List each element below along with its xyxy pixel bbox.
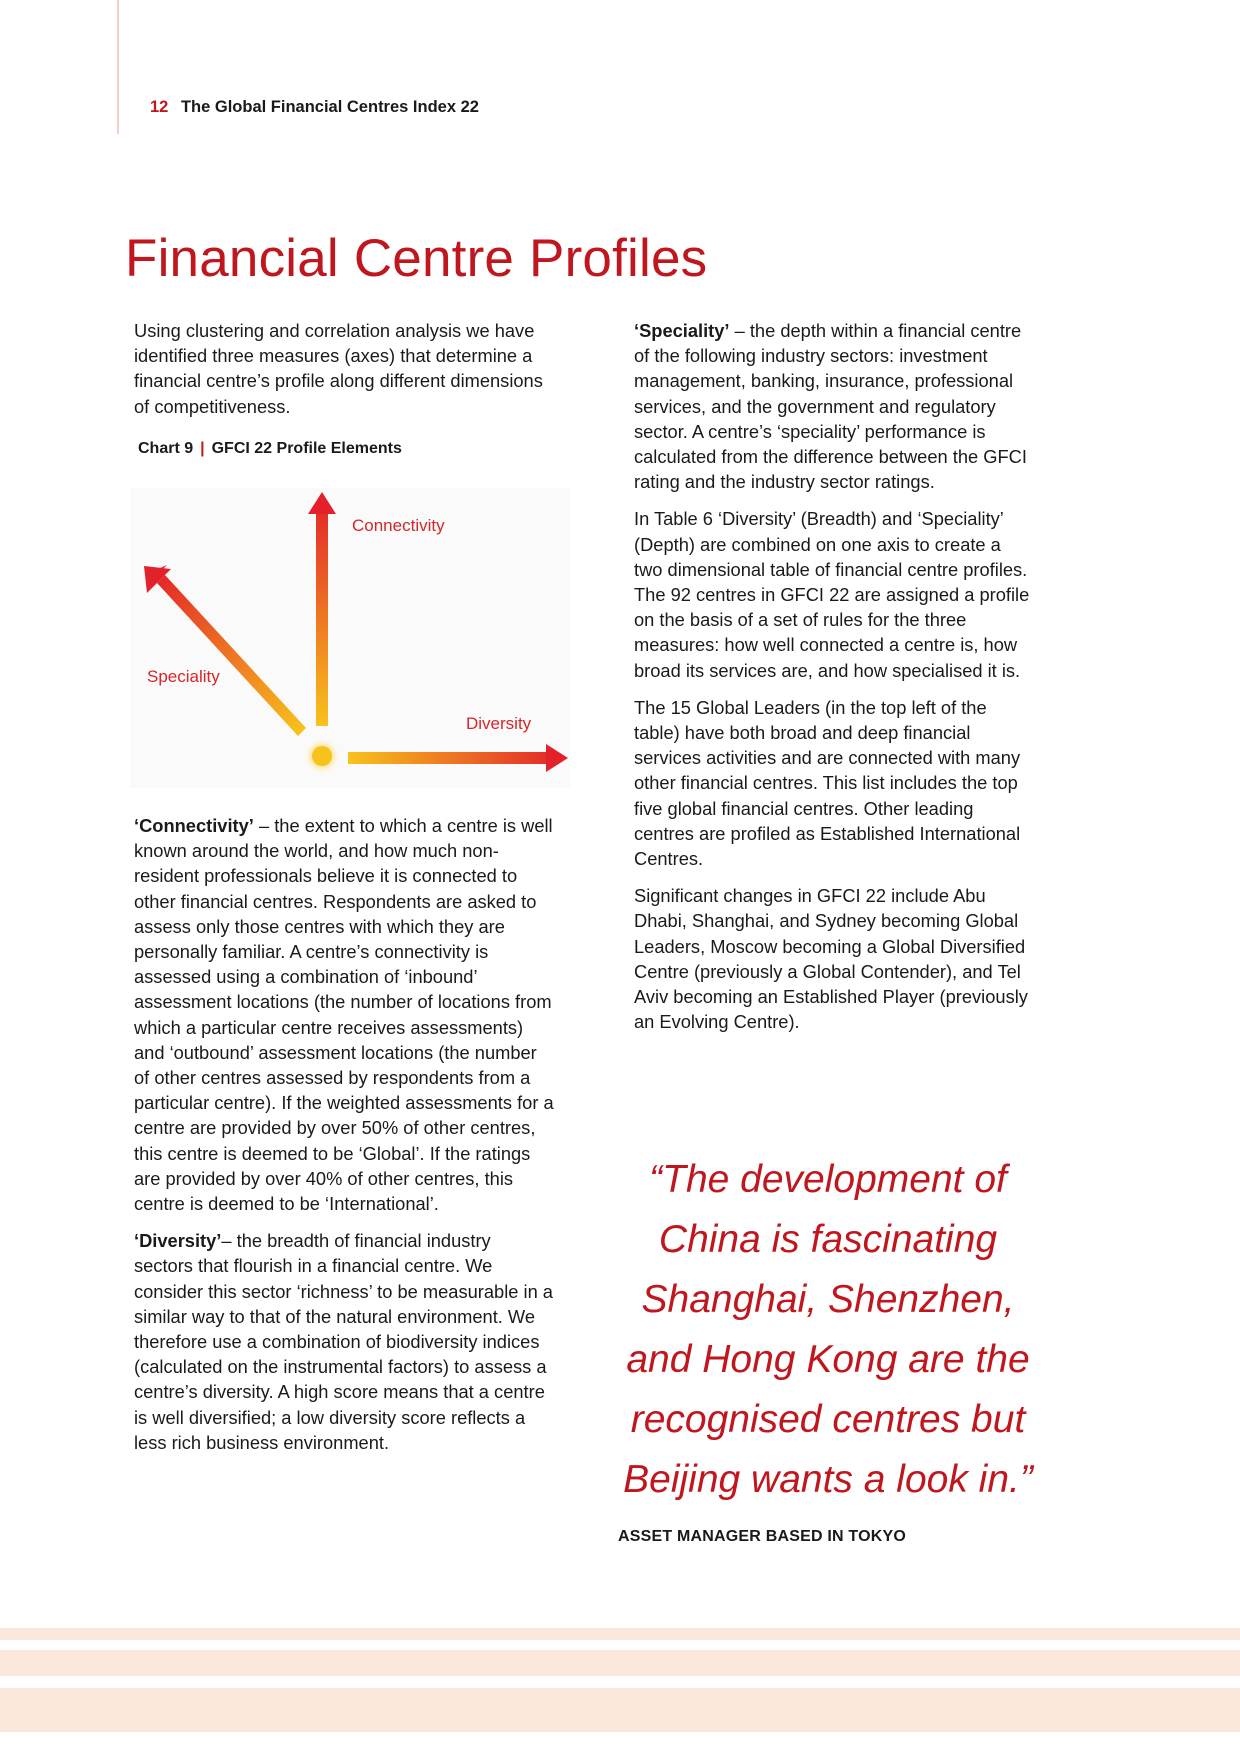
chart-caption-separator: | xyxy=(200,440,205,457)
connectivity-label: Connectivity xyxy=(352,516,445,535)
report-title: The Global Financial Centres Index 22 xyxy=(180,98,479,116)
running-header xyxy=(150,98,479,117)
margin-rule xyxy=(117,0,119,134)
intro-paragraph: Using clustering and correlation analysis we have identified three measures (axes) that determine a financial centre’s profile along different dimensions of competitiveness. xyxy=(134,320,543,417)
page-number: 12 xyxy=(150,98,169,116)
intro-column xyxy=(134,318,554,431)
profile-elements-diagram xyxy=(130,488,570,788)
origin-dot xyxy=(302,736,342,776)
connectivity-text: – the extent to which a centre is well known around the world, and how much non-resident professionals believe it is connected to other financial centres. Respondents are asked to assess only those centres with which they are personally familiar. A centre’s connectivity is assessed using a combination of ‘inbound’ assessment locations (the number of locations from which a particular centre receives assessments) and ‘outbound’ assessment locations (the number of other centres assessed by respondents from a particular centre). If the weighted assessments for a centre are provided by over 50% of other centres, this centre is deemed to be ‘Global’. If the ratings are provided by over 40% of other centres, this centre is deemed to be ‘International’. xyxy=(134,815,554,1215)
page-title: Financial Centre Profiles xyxy=(125,229,708,288)
diversity-label: Diversity xyxy=(466,714,532,733)
diversity-text: – the breadth of financial industry sectors that flourish in a financial centre. We consider this sector ‘richness’ to be measurable in a similar way to that of the natural environment. We therefore use a combination of biodiversity indices (calculated on the instrumental factors) to assess a centre’s diversity. A high score means that a centre is well diversified; a low diversity score reflects a less rich business environment. xyxy=(134,1230,553,1453)
quote-attribution: ASSET MANAGER BASED IN TOKYO xyxy=(618,1528,906,1545)
diversity-paragraph xyxy=(134,1228,554,1455)
speciality-paragraph xyxy=(634,318,1034,494)
diversity-term: ‘Diversity’ xyxy=(134,1230,222,1252)
left-column xyxy=(134,813,554,1467)
chart-number: Chart 9 xyxy=(138,440,194,457)
pull-quote: “The development of China is fascinating Shanghai, Shenzhen, and Hong Kong are the recognised centres but Beijing wants a look in.” xyxy=(623,1158,1033,1501)
speciality-text: – the depth within a financial centre of the following industry sectors: investment management, banking, insurance, professional services, and the government and regulatory sector. A centre’s ‘speciality’ performance is calculated from the difference between the GFCI rating and the industry sector ratings. xyxy=(634,320,1027,493)
speciality-term: ‘Speciality’ xyxy=(634,320,730,341)
global-leaders-paragraph: The 15 Global Leaders (in the top left of the table) have both broad and deep financial services activities and are connected with many other financial centres. This list includes the top five global financial centres. Other leading centres are profiled as Established International Centres. xyxy=(634,696,1021,870)
diagram-background xyxy=(130,488,570,788)
significant-changes-paragraph: Significant changes in GFCI 22 include Abu Dhabi, Shanghai, and Sydney becoming Global Leaders, Moscow becoming a Global Diversified Centre (previously a Global Contender), and Tel Aviv becoming an Established Player (previously an Evolving Centre). xyxy=(634,885,1028,1033)
footer-stripe xyxy=(0,1650,1240,1676)
chart-title: GFCI 22 Profile Elements xyxy=(211,440,402,457)
connectivity-paragraph xyxy=(134,813,554,1216)
chart-caption xyxy=(138,440,402,458)
connectivity-term: ‘Connectivity’ xyxy=(134,815,254,836)
table6-paragraph: In Table 6 ‘Diversity’ (Breadth) and ‘Speciality’ (Depth) are combined on one axis to create a two dimensional table of financial centre profiles. The 92 centres in GFCI 22 are assigned a profile on the basis of a set of rules for the three measures: how well connected a centre is, how broad its services are, and how specialised it is. xyxy=(634,508,1030,681)
speciality-label: Speciality xyxy=(147,667,220,686)
right-column xyxy=(634,318,1034,1046)
footer-stripe xyxy=(0,1628,1240,1640)
footer-stripe xyxy=(0,1688,1240,1732)
